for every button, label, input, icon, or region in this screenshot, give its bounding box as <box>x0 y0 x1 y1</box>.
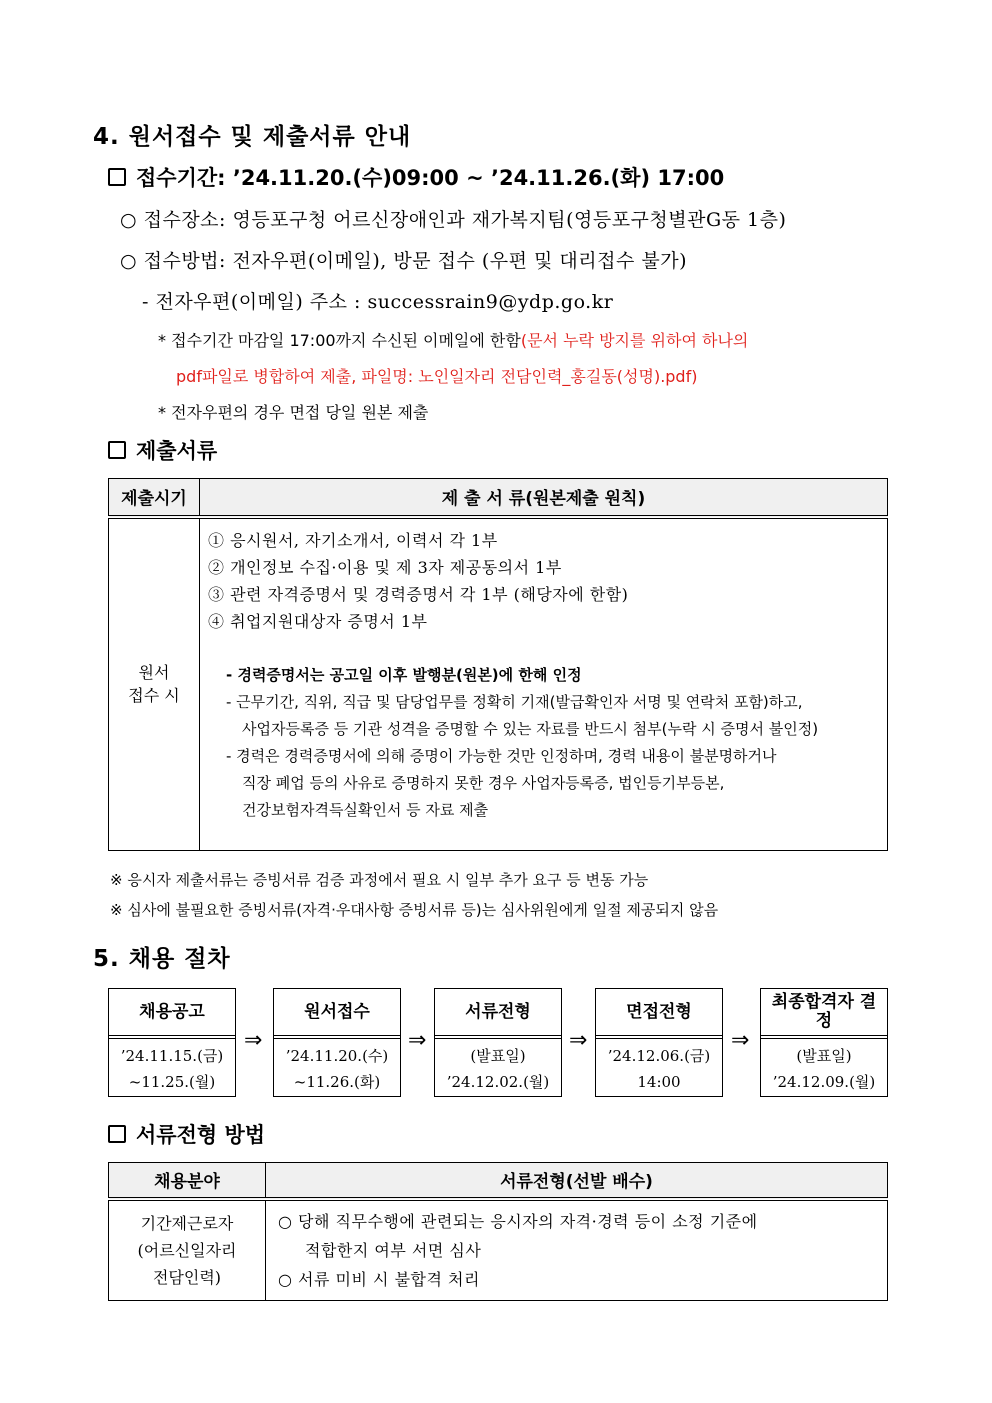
doc-item: ② 개인정보 수집·이용 및 제 3자 제공동의서 1부 <box>208 557 562 577</box>
step-date-2: ~11.25.(월) <box>128 1073 216 1091</box>
docs-heading <box>108 435 217 465</box>
screening-field-2: (어르신일자리 <box>137 1240 237 1260</box>
docs-title: 제출서류 <box>136 439 218 463</box>
checkbox-square-icon <box>108 1125 126 1143</box>
place-line: ○ 접수장소: 영등포구청 어르신장애인과 재가복지팀(영등포구청별관G동 1층) <box>120 209 787 231</box>
screening-heading <box>108 1119 265 1149</box>
process-step <box>273 988 401 1097</box>
doc-item: ③ 관련 자격증명서 및 경력증명서 각 1부 (해당자에 한함) <box>208 584 629 604</box>
step-title: 서류전형 <box>435 989 561 1039</box>
step-date-1: ’24.12.06.(금) <box>607 1047 711 1065</box>
screening-method <box>266 1199 888 1301</box>
note-deadline-red-a: (문서 누락 방지를 위하여 하나의 <box>520 331 749 350</box>
step-date-2: 14:00 <box>637 1073 681 1091</box>
docs-remark-1: ※ 응시자 제출서류는 증빙서류 검증 과정에서 필요 시 일부 추가 요구 등 변동 가능 <box>110 871 649 889</box>
right-arrow-icon: ⇒ <box>569 1028 588 1053</box>
screening-col-method: 서류전형(선발 배수) <box>266 1163 888 1199</box>
docs-row-label <box>109 517 200 851</box>
right-arrow-icon: ⇒ <box>731 1028 750 1053</box>
docs-row-label-2: 접수 시 <box>128 686 180 706</box>
doc-note: 직장 폐업 등의 사유로 증명하지 못한 경우 사업자등록증, 법인등기부등본, <box>242 773 725 792</box>
docs-remark-2: ※ 심사에 불필요한 증빙서류(자격·우대사항 증빙서류 등)는 심사위원에게 일절 제공되지 않음 <box>110 901 719 919</box>
screening-field-1: 기간제근로자 <box>140 1213 234 1233</box>
note-email-original: * 전자우편의 경우 면접 당일 원본 제출 <box>158 403 429 422</box>
step-date-2: ’24.12.02.(월) <box>446 1073 550 1091</box>
email-line: - 전자우편(이메일) 주소 : successrain9@ydp.go.kr <box>142 291 614 313</box>
process-step <box>760 988 888 1097</box>
docs-col-documents: 제 출 서 류(원본제출 원칙) <box>200 479 888 517</box>
note-deadline-red-b: pdf파일로 병합하여 제출, 파일명: 노인일자리 전담인력_홍길동(성명).pdf) <box>176 367 698 386</box>
section-4-title: 4. 원서접수 및 제출서류 안내 <box>93 124 412 150</box>
step-title: 최종합격자 결정 <box>761 989 887 1039</box>
doc-note: - 경력증명서는 공고일 이후 발행분(원본)에 한해 인정 <box>226 665 582 684</box>
screening-table <box>108 1162 888 1301</box>
doc-item: ① 응시원서, 자기소개서, 이력서 각 1부 <box>208 530 498 550</box>
section-5-title: 5. 채용 절차 <box>93 946 231 972</box>
screening-field-3: 전담인력) <box>152 1267 222 1287</box>
screening-title: 서류전형 방법 <box>136 1123 266 1147</box>
process-step <box>434 988 562 1097</box>
screening-fail-rule: ○ 서류 미비 시 불합격 처리 <box>278 1269 480 1289</box>
docs-content <box>200 517 888 851</box>
checkbox-square-icon <box>108 441 126 459</box>
screening-field <box>109 1199 266 1301</box>
docs-table <box>108 478 888 851</box>
note-deadline-text: * 접수기간 마감일 17:00까지 수신된 이메일에 한함 <box>158 331 521 350</box>
right-arrow-icon: ⇒ <box>244 1028 263 1053</box>
right-arrow-icon: ⇒ <box>408 1028 427 1053</box>
doc-note: 사업자등록증 등 기관 성격을 증명할 수 있는 자료를 반드시 첨부(누락 시 증명서 불인정) <box>242 719 819 738</box>
doc-note: 건강보험자격득실확인서 등 자료 제출 <box>242 800 489 819</box>
period-text: 접수기간: ’24.11.20.(수)09:00 ~ ’24.11.26.(화) 17:00 <box>136 166 725 190</box>
doc-item: ④ 취업지원대상자 증명서 1부 <box>208 611 428 631</box>
docs-row-label-1: 원서 <box>138 663 170 683</box>
period-line <box>108 162 724 192</box>
note-deadline <box>158 328 748 351</box>
step-date-1: (발표일) <box>470 1047 526 1065</box>
docs-col-period: 제출시기 <box>109 479 200 517</box>
doc-note: - 근무기간, 직위, 직급 및 담당업무를 정확히 기재(발급확인자 서명 및 연락처 포함)하고, <box>226 692 803 711</box>
step-date-2: ~11.26.(화) <box>293 1073 381 1091</box>
step-title: 채용공고 <box>109 989 235 1039</box>
step-title: 원서접수 <box>274 989 400 1039</box>
doc-note: - 경력은 경력증명서에 의해 증명이 가능한 것만 인정하며, 경력 내용이 불분명하거나 <box>226 746 777 765</box>
checkbox-square-icon <box>108 168 126 186</box>
process-step <box>595 988 723 1097</box>
step-date-1: ’24.11.15.(금) <box>120 1047 224 1065</box>
step-date-1: (발표일) <box>796 1047 852 1065</box>
screening-col-field: 채용분야 <box>109 1163 266 1199</box>
step-title: 면접전형 <box>596 989 722 1039</box>
step-date-2: ’24.12.09.(월) <box>772 1073 876 1091</box>
screening-criteria: ○ 당해 직무수행에 관련되는 응시자의 자격·경력 등이 소정 기준에 <box>278 1211 758 1231</box>
process-step <box>108 988 236 1097</box>
screening-criteria-cont: 적합한지 여부 서면 심사 <box>305 1240 482 1260</box>
method-line: ○ 접수방법: 전자우편(이메일), 방문 접수 (우편 및 대리접수 불가) <box>120 250 687 272</box>
step-date-1: ’24.11.20.(수) <box>285 1047 389 1065</box>
